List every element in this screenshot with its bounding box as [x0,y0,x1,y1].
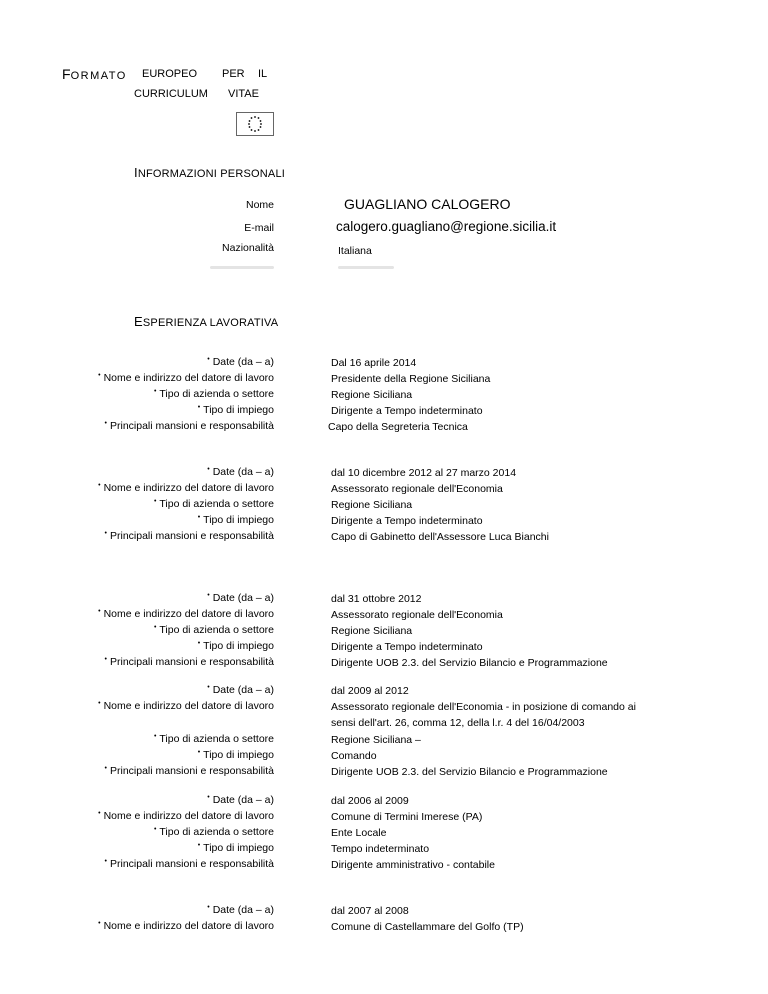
entry2-type: Dirigente a Tempo indeterminato [331,515,483,527]
entry2-duties-label: • Principali mansioni e responsabilità [104,530,274,542]
europeo-word: EUROPEO [142,68,198,80]
experience-heading: ESPERIENZA LAVORATIVA [134,314,279,329]
entry5-date-label: • Date (da – a) [207,794,274,806]
entry1-type: Dirigente a Tempo indeterminato [331,405,483,417]
entry6-employer: Comune di Castellammare del Golfo (TP) [331,921,524,933]
nationality-label: Nazionalità [222,242,274,254]
curriculum-word: CURRICULUM [134,88,208,100]
personal-info-heading: INFORMAZIONI PERSONALI [134,165,286,180]
entry2-date-label: • Date (da – a) [207,466,274,478]
entry5-employer-label: • Nome e indirizzo del datore di lavoro [98,810,274,822]
entry4-date: dal 2009 al 2012 [331,685,409,697]
entry4-type-label: • Tipo di impiego [197,749,274,761]
entry4-employer-label: • Nome e indirizzo del datore di lavoro [98,700,274,712]
entry5-date: dal 2006 al 2009 [331,795,409,807]
entry3-date: dal 31 ottobre 2012 [331,593,422,605]
entry5-sector-label: • Tipo di azienda o settore [153,826,274,838]
vitae-word: VITAE [228,88,259,100]
entry2-sector-label: • Tipo di azienda o settore [153,498,274,510]
entry2-sector: Regione Siciliana [331,499,413,511]
entry4-employer-line1: Assessorato regionale dell'Economia - in posizione di comando ai [331,701,636,713]
nationality-value: Italiana [338,245,372,257]
entry4-type: Comando [331,750,377,762]
name-label: Nome [245,199,274,211]
entry3-sector-label: • Tipo di azienda o settore [153,624,274,636]
entry1-employer-label: • Nome e indirizzo del datore di lavoro [98,372,274,384]
entry4-date-label: • Date (da – a) [207,684,274,696]
entry3-employer: Assessorato regionale dell'Economia [331,609,503,621]
il-word: IL [258,68,268,80]
entry1-employer: Presidente della Regione Siciliana [331,373,491,385]
entry2-employer-label: • Nome e indirizzo del datore di lavoro [98,482,274,494]
format-first-letter: F [62,66,71,82]
entry5-duties: Dirigente amministrativo - contabile [331,859,495,871]
per-word: PER [222,68,245,80]
entry3-employer-label: • Nome e indirizzo del datore di lavoro [98,608,274,620]
entry3-date-label: • Date (da – a) [207,592,274,604]
entry2-employer: Assessorato regionale dell'Economia [331,483,503,495]
entry5-type-label: • Tipo di impiego [197,842,274,854]
entry3-duties: Dirigente UOB 2.3. del Servizio Bilancio e Programmazione [331,657,608,669]
entry5-employer: Comune di Termini Imerese (PA) [331,811,483,823]
entry1-duties-label: • Principali mansioni e responsabilità [104,420,274,432]
entry1-type-label: • Tipo di impiego [197,404,274,416]
entry1-sector: Regione Siciliana [331,389,413,401]
entry3-type-label: • Tipo di impiego [197,640,274,652]
name-value: GUAGLIANO CALOGERO [344,196,511,212]
entry6-date: dal 2007 al 2008 [331,905,409,917]
entry5-duties-label: • Principali mansioni e responsabilità [104,858,274,870]
entry3-sector: Regione Siciliana [331,625,413,637]
entry5-sector: Ente Locale [331,827,387,839]
entry2-duties: Capo di Gabinetto dell'Assessore Luca Bianchi [331,531,549,543]
entry6-date-label: • Date (da – a) [207,904,274,916]
email-label: E-mail [244,222,274,234]
entry5-type: Tempo indeterminato [331,843,430,855]
email-value[interactable]: calogero.guagliano@regione.sicilia.it [336,219,557,234]
entry2-date: dal 10 dicembre 2012 al 27 marzo 2014 [331,467,517,479]
entry6-employer-label: • Nome e indirizzo del datore di lavoro [98,920,274,932]
entry1-date-label: • Date (da – a) [207,356,274,368]
entry1-date: Dal 16 aprile 2014 [331,357,417,369]
entry4-duties-label: • Principali mansioni e responsabilità [104,765,274,777]
entry1-sector-label: • Tipo di azienda o settore [153,388,274,400]
entry4-employer-line2: sensi dell'art. 26, comma 12, della l.r. 4 del 16/04/2003 [331,717,585,729]
faded-row-right [338,266,394,269]
eu-flag-icon [236,112,274,136]
format-title-left [62,66,127,84]
entry4-sector-label: • Tipo di azienda o settore [153,733,274,745]
entry3-duties-label: • Principali mansioni e responsabilità [104,656,274,668]
entry2-type-label: • Tipo di impiego [197,514,274,526]
entry3-type: Dirigente a Tempo indeterminato [331,641,483,653]
entry4-sector: Regione Siciliana – [331,734,421,746]
format-word: ORMATO [70,70,127,82]
entry1-duties: Capo della Segreteria Tecnica [328,421,468,433]
faded-row-left [210,266,274,269]
entry4-duties: Dirigente UOB 2.3. del Servizio Bilancio e Programmazione [331,766,608,778]
